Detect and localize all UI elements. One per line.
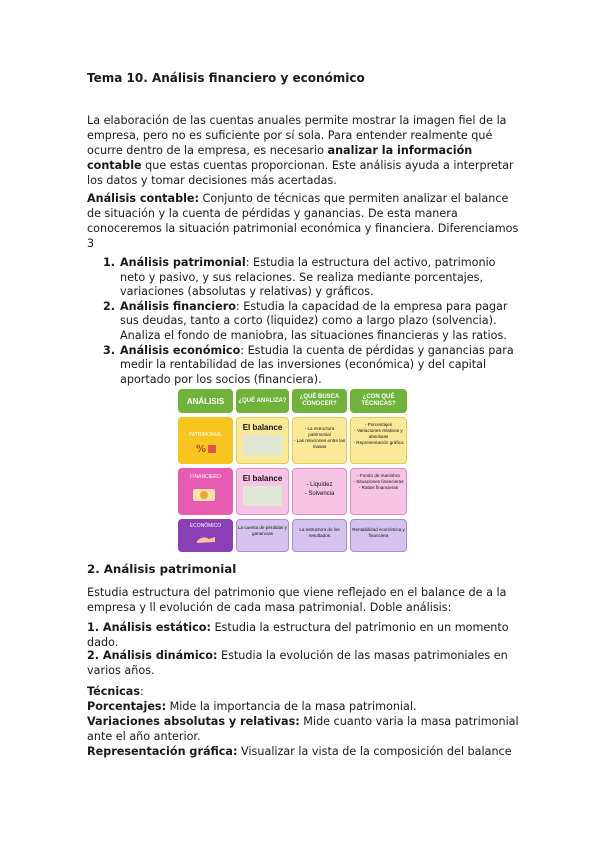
estatico-bold: 1. Análisis estático: <box>87 621 211 634</box>
tecnica-text: Mide cuanto varia la masa patrimonial ante el año anterior. <box>87 715 519 743</box>
tecnicas-title-line <box>87 684 519 699</box>
list-item <box>103 344 521 388</box>
list-number: 1. <box>103 256 116 269</box>
table-header: ¿CON QUÉ TÉCNICAS? <box>350 389 407 413</box>
list-number: 3. <box>103 343 116 357</box>
tecnica-text: Mide la importancia de la masa patrimonial. <box>166 700 417 713</box>
dinamico-paragraph <box>87 648 519 678</box>
cell-text: La estructura de los resultados <box>299 527 340 538</box>
contable-bold: Análisis contable: <box>87 192 199 205</box>
table-header: ¿QUÉ ANALIZA? <box>236 389 289 413</box>
cell-tecnicas <box>350 468 407 515</box>
tecnica-text: Visualizar la vista de la composición del balance <box>237 745 512 758</box>
tecnicas-block <box>87 684 519 759</box>
row-label-text: ECONÓMICO <box>189 523 222 529</box>
estatico-paragraph <box>87 620 519 650</box>
list-bold: Análisis patrimonial <box>120 256 246 269</box>
cell-text: El balance <box>242 474 283 483</box>
cell-text: - Porcentajes - Variaciones relativas y absolutas - Representación gráfica <box>353 422 404 445</box>
cell-tecnicas <box>350 519 407 552</box>
list-text: : Estudia la estructura del activo, patrimonio neto y pasivo, y sus relaciones. Se realiza mediante porcentajes, variaciones (absolutas y relativas) y gráficos. <box>120 256 496 299</box>
estatico-text: Estudia la estructura del patrimonio en un momento dado. <box>87 621 509 649</box>
analysis-table-image <box>178 389 408 553</box>
contable-paragraph <box>87 191 519 251</box>
intro-bold: analizar la información contable <box>87 144 473 172</box>
cell-text: - Fondo de maniobra - Situaciones financieras - Ratios financieras <box>353 473 404 490</box>
balance-sheet-icon <box>243 435 282 455</box>
cell-text: El balance <box>242 423 283 432</box>
tecnicas-colon: : <box>140 685 144 698</box>
row-label-financiero <box>178 468 233 515</box>
row-label-economico <box>178 519 233 552</box>
intro-paragraph <box>87 113 519 188</box>
cell-analiza <box>236 468 289 515</box>
tecnica-bold: Porcentajes: <box>87 700 167 713</box>
cell-busca <box>292 519 347 552</box>
hand-icon <box>195 531 217 545</box>
contable-text: Conjunto de técnicas que permiten analizar el balance de situación y la cuenta de pérdidas y ganancias. De esta manera conoceremos la situación patrimonial económica y financiera. Diferenciamos 3 <box>87 192 519 250</box>
list-item <box>103 300 521 344</box>
row-label-text: PATRIMONIAL <box>188 432 223 438</box>
intro-text-1: La elaboración de las cuentas anuales permite mostrar la imagen fiel de la empresa, pero no es suficiente por sí sola. Para entender realmente qué ocurre dentro de la empresa, es necesario <box>87 114 507 157</box>
tecnicas-title: Técnicas <box>87 685 141 698</box>
analysis-list <box>103 256 521 387</box>
cell-tecnicas <box>350 417 407 464</box>
section-heading: 2. Análisis patrimonial <box>87 562 237 576</box>
tecnica-bold: Representación gráfica: <box>87 745 238 758</box>
balance-sheet-icon <box>243 486 282 506</box>
cell-busca <box>292 468 347 515</box>
dinamico-text: Estudia la evolución de las masas patrimoniales en varios años. <box>87 649 508 677</box>
intro-text-2: que estas cuentas proporcionan. Este análisis ayuda a interpretar los datos y tomar decisiones más acertadas. <box>87 159 514 187</box>
list-bold: Análisis financiero <box>120 299 236 313</box>
table-header: ¿QUÉ BUSCA CONOCER? <box>292 389 347 413</box>
cell-text: Rentabilidad económica y financiera <box>352 527 405 538</box>
tecnica-item <box>87 699 519 714</box>
list-text: : Estudia la capacidad de la empresa para pagar sus deudas, tanto a corto (liquidez) como a largo plazo (solvencia). Analiza el fondo de maniobra, las situaciones financieras y las ratios. <box>120 299 508 342</box>
tecnica-bold: Variaciones absolutas y relativas: <box>87 715 300 728</box>
svg-text:%: % <box>195 444 206 455</box>
list-text: : Estudia la cuenta de pérdidas y ganancias para medir la rentabilidad de las inversiones (económica) y del capital aportado por los socios (financiera). <box>120 343 514 386</box>
cell-text: - La estructura patrimonial - Las relaciones entre las masas <box>293 426 346 449</box>
tecnica-item <box>87 744 519 759</box>
cell-busca <box>292 417 347 464</box>
cell-text: La cuenta de pérdidas y ganancias <box>237 525 288 536</box>
table-header: ANÁLISIS <box>178 389 233 413</box>
cell-analiza <box>236 519 289 552</box>
dinamico-bold: 2. Análisis dinámico: <box>87 649 218 662</box>
estudia-paragraph: Estudia estructura del patrimonio que viene reflejado en el balance de a la empresa y ll evolución de cada masa patrimonial. Doble análisis: <box>87 586 507 614</box>
tecnica-item <box>87 714 519 744</box>
list-bold: Análisis económico <box>120 343 241 357</box>
row-label-text: FINANCIERO <box>190 474 221 480</box>
row-label-patrimonial <box>178 417 233 464</box>
page-title: Tema 10. Análisis financiero y económico <box>87 71 365 85</box>
cell-text: - Liquidez - Solvencia <box>304 482 335 497</box>
money-icon <box>191 484 221 504</box>
percent-icon <box>194 441 218 455</box>
list-item <box>103 256 521 300</box>
list-number: 2. <box>103 299 116 313</box>
cell-analiza <box>236 417 289 464</box>
